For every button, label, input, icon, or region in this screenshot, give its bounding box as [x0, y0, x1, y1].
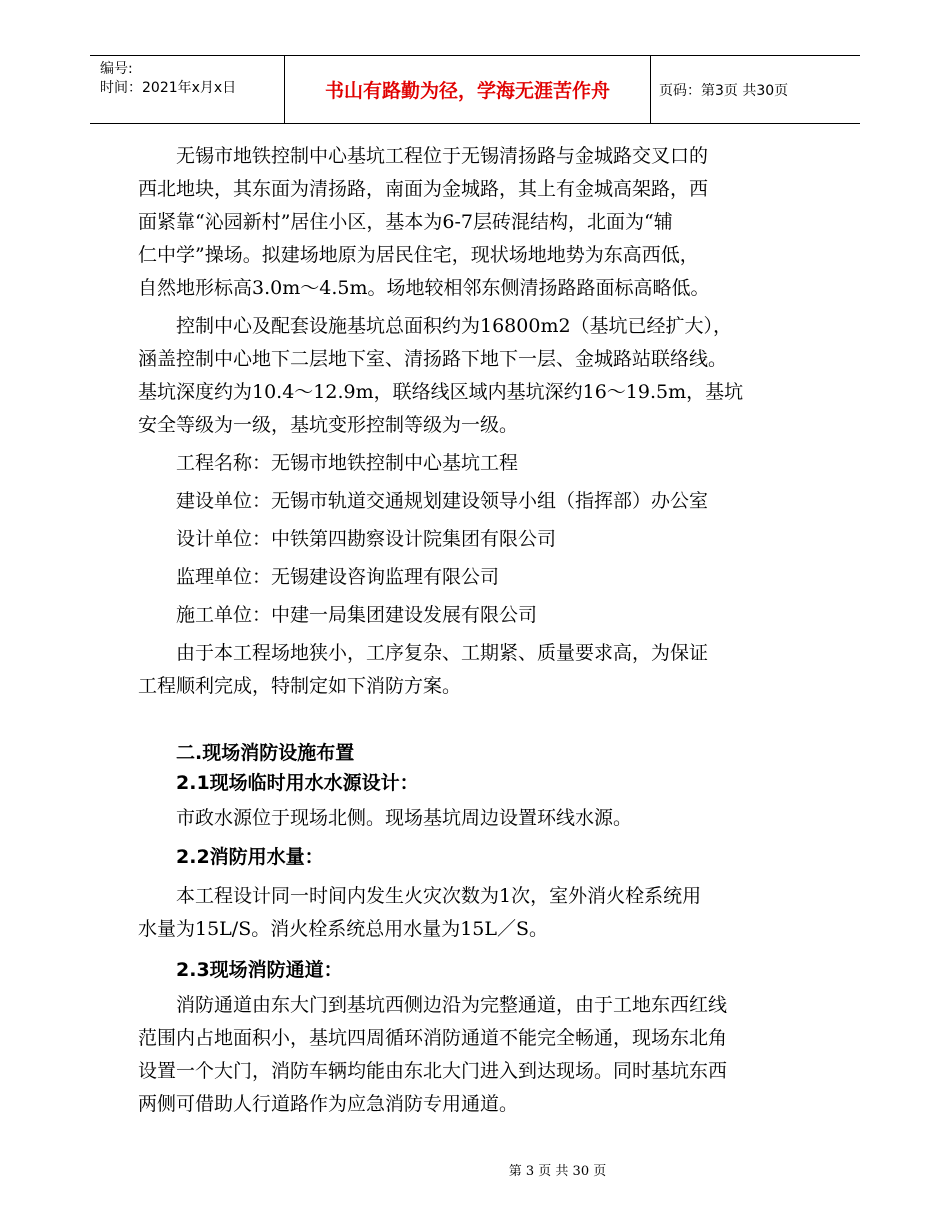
text-line: 工程顺利完成，特制定如下消防方案。	[138, 675, 462, 697]
construction-unit: 施工单位：中建一局集团建设发展有限公司	[176, 604, 538, 626]
text-line: 控制中心及配套设施基坑总面积约为16800m2（基坑已经扩大），	[176, 315, 733, 337]
paragraph-area	[138, 310, 818, 442]
section-2-1-text: 市政水源位于现场北侧。现场基坑周边设置环线水源。	[176, 807, 633, 829]
text-line: 两侧可借助人行道路作为应急消防专用通道。	[138, 1093, 519, 1115]
page-header	[90, 55, 860, 124]
design-unit: 设计单位：中铁第四勘察设计院集团有限公司	[176, 528, 557, 550]
text-line: 水量为15L/S。消火栓系统总用水量为15L／S。	[138, 918, 549, 940]
footer-page-number: 第 3 页 共 30 页	[508, 1164, 607, 1179]
number-label: 编号:	[100, 61, 133, 77]
section-2-2-title: 2.2消防用水量：	[176, 846, 324, 868]
section-2-2-text	[138, 880, 818, 946]
section-2-1-title: 2.1现场临时用水水源设计：	[176, 772, 419, 794]
text-line: 安全等级为一级，基坑变形控制等级为一级。	[138, 414, 519, 436]
body-paragraphs	[138, 140, 818, 703]
section-2-title: 二.现场消防设施布置	[176, 742, 355, 764]
project-name: 工程名称：无锡市地铁控制中心基坑工程	[176, 452, 519, 474]
header-page-info: 页码：第3页 共30页	[659, 82, 789, 99]
text-line: 无锡市地铁控制中心基坑工程位于无锡清扬路与金城路交叉口的	[176, 145, 709, 167]
text-line: 仁中学”操场。拟建场地原为居民住宅，现状场地地势为东高西低，	[138, 244, 699, 266]
text-line: 范围内占地面积小，基坑四周循环消防通道不能完全畅通，现场东北角	[138, 1027, 728, 1049]
time-label: 时间：2021年x月x日	[100, 80, 237, 96]
text-line: 面紧靠“沁园新村”居住小区，基本为6-7层砖混结构，北面为“辅	[138, 211, 673, 233]
header-motto: 书山有路勤为径，学海无涯苦作舟	[285, 56, 651, 123]
paragraph-purpose	[138, 637, 818, 703]
paragraph-location	[138, 140, 818, 305]
section-2-3-text	[138, 989, 818, 1121]
text-line: 设置一个大门，消防车辆均能由东北大门进入到达现场。同时基坑东西	[138, 1060, 728, 1082]
header-meta	[90, 56, 285, 123]
section-2	[138, 738, 818, 1121]
page-footer	[0, 1160, 950, 1179]
text-line: 西北地块，其东面为清扬路，南面为金城路，其上有金城高架路，西	[138, 178, 709, 200]
text-line: 由于本工程场地狭小，工序复杂、工期紧、质量要求高，为保证	[176, 642, 709, 664]
text-line: 自然地形标高3.0m～4.5m。场地较相邻东侧清扬路路面标高略低。	[138, 277, 710, 299]
text-line: 涵盖控制中心地下二层地下室、清扬路下地下一层、金城路站联络线。	[138, 348, 728, 370]
owner-unit: 建设单位：无锡市轨道交通规划建设领导小组（指挥部）办公室	[176, 490, 709, 512]
section-2-3-title: 2.3现场消防通道：	[176, 959, 343, 981]
text-line: 基坑深度约为10.4～12.9m，联络线区域内基坑深约16～19.5m，基坑	[138, 381, 744, 403]
supervision-unit: 监理单位：无锡建设咨询监理有限公司	[176, 566, 500, 588]
text-line: 本工程设计同一时间内发生火灾次数为1次，室外消火栓系统用	[176, 885, 702, 907]
text-line: 消防通道由东大门到基坑西侧边沿为完整通道，由于工地东西红线	[176, 994, 728, 1016]
